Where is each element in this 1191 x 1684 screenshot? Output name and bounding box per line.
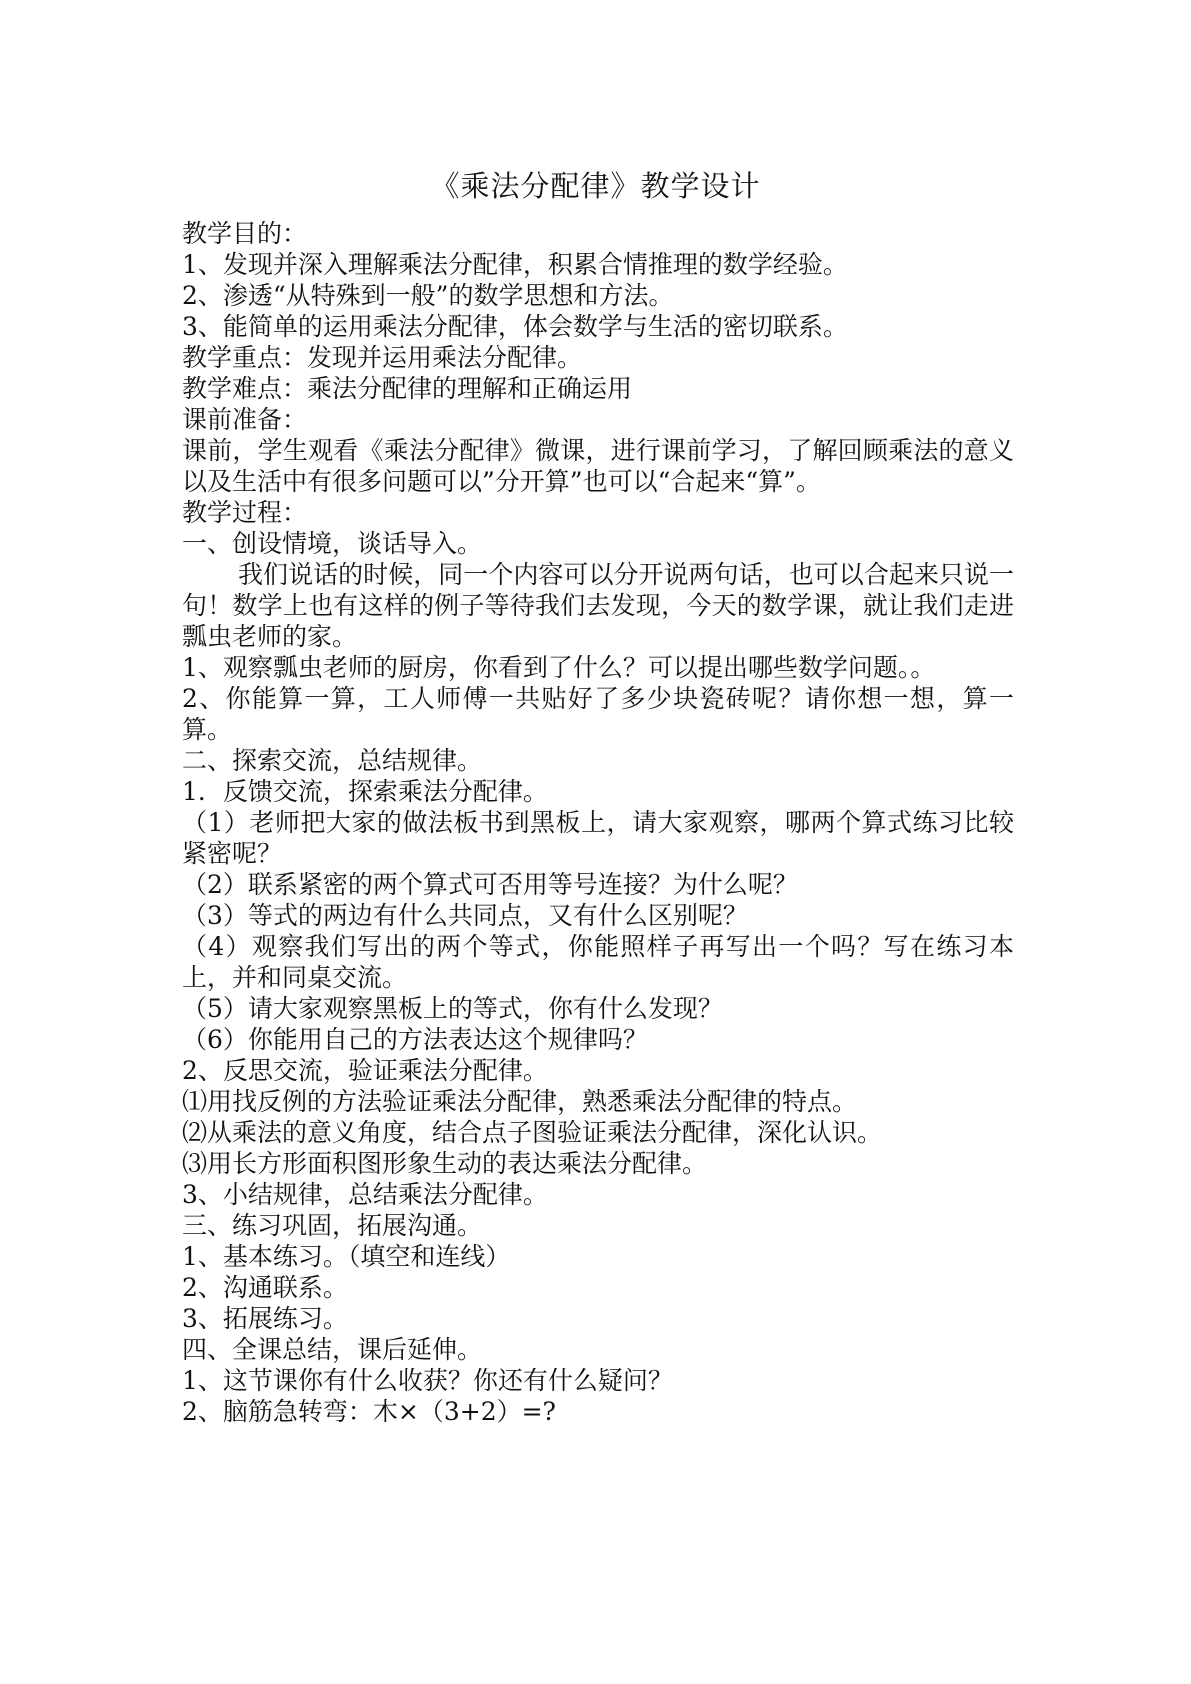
section-heading: 四、全课总结，课后延伸。 (182, 1335, 483, 1364)
verify-item: ⑶用长方形面积图形象生动的表达乘法分配律。 (182, 1149, 708, 1178)
prep-heading: 课前准备： (182, 405, 308, 434)
document-title: 《乘法分配律》教学设计 (430, 169, 761, 203)
practice-item: 1、基本练习。（填空和连线） (182, 1242, 511, 1271)
step-item: （2）联系紧密的两个算式可否用等号连接？为什么呢？ (182, 870, 798, 899)
question-item: 1、观察瓢虫老师的厨房，你看到了什么？可以提出哪些数学问题。。 (182, 653, 936, 682)
step-item: （5）请大家观察黑板上的等式，你有什么发现？ (182, 994, 723, 1023)
step-item: （6）你能用自己的方法表达这个规律吗？ (182, 1025, 648, 1054)
difficulty: 教学难点：乘法分配律的理解和正确运用 (182, 374, 633, 403)
goal-item: 3、能简单的运用乘法分配律，体会数学与生活的密切联系。 (182, 312, 848, 341)
summary-item: 1、这节课你有什么收获？你还有什么疑问？ (182, 1366, 673, 1395)
step-item: （3）等式的两边有什么共同点，又有什么区别呢？ (182, 901, 748, 930)
step-item: （1）老师把大家的做法板书到黑板上，请大家观察，哪两个算式练习比较紧密呢？ (182, 808, 1014, 868)
section-heading: 二、探索交流，总结规律。 (182, 746, 483, 775)
goal-item: 2、渗透“从特殊到一般”的数学思想和方法。 (182, 281, 674, 310)
intro-paragraph: 我们说话的时候，同一个内容可以分开说两句话，也可以合起来只说一句！数学上也有这样的例子等待我们去发现，今天的数学课，就让我们走进瓢虫老师的家。 (182, 560, 1014, 651)
subsection-heading: 1．反馈交流，探索乘法分配律。 (182, 777, 548, 806)
subsection-heading: 3、小结规律，总结乘法分配律。 (182, 1180, 548, 1209)
goal-item: 1、发现并深入理解乘法分配律，积累合情推理的数学经验。 (182, 250, 848, 279)
practice-item: 2、沟通联系。 (182, 1273, 348, 1302)
verify-item: ⑵从乘法的意义角度，结合点子图验证乘法分配律，深化认识。 (182, 1118, 883, 1147)
practice-item: 3、拓展练习。 (182, 1304, 348, 1333)
document-body (182, 218, 1014, 1427)
key-point: 教学重点：发现并运用乘法分配律。 (182, 343, 583, 372)
goals-heading: 教学目的： (182, 219, 308, 248)
question-item: 2、你能算一算，工人师傅一共贴好了多少块瓷砖呢？请你想一想，算一算。 (182, 684, 1014, 744)
section-heading: 一、创设情境，谈话导入。 (182, 529, 483, 558)
summary-item: 2、脑筋急转弯：木×（3+2）=? (182, 1397, 556, 1426)
prep-paragraph: 课前，学生观看《乘法分配律》微课，进行课前学习，了解回顾乘法的意义以及生活中有很多问题可以”分开算”也可以“合起来“算”。 (182, 436, 1014, 496)
step-item: （4）观察我们写出的两个等式，你能照样子再写出一个吗？写在练习本上，并和同桌交流。 (182, 932, 1014, 992)
process-heading: 教学过程： (182, 498, 308, 527)
section-heading: 三、练习巩固，拓展沟通。 (182, 1211, 483, 1240)
verify-item: ⑴用找反例的方法验证乘法分配律，熟悉乘法分配律的特点。 (182, 1087, 858, 1116)
subsection-heading: 2、反思交流，验证乘法分配律。 (182, 1056, 548, 1085)
